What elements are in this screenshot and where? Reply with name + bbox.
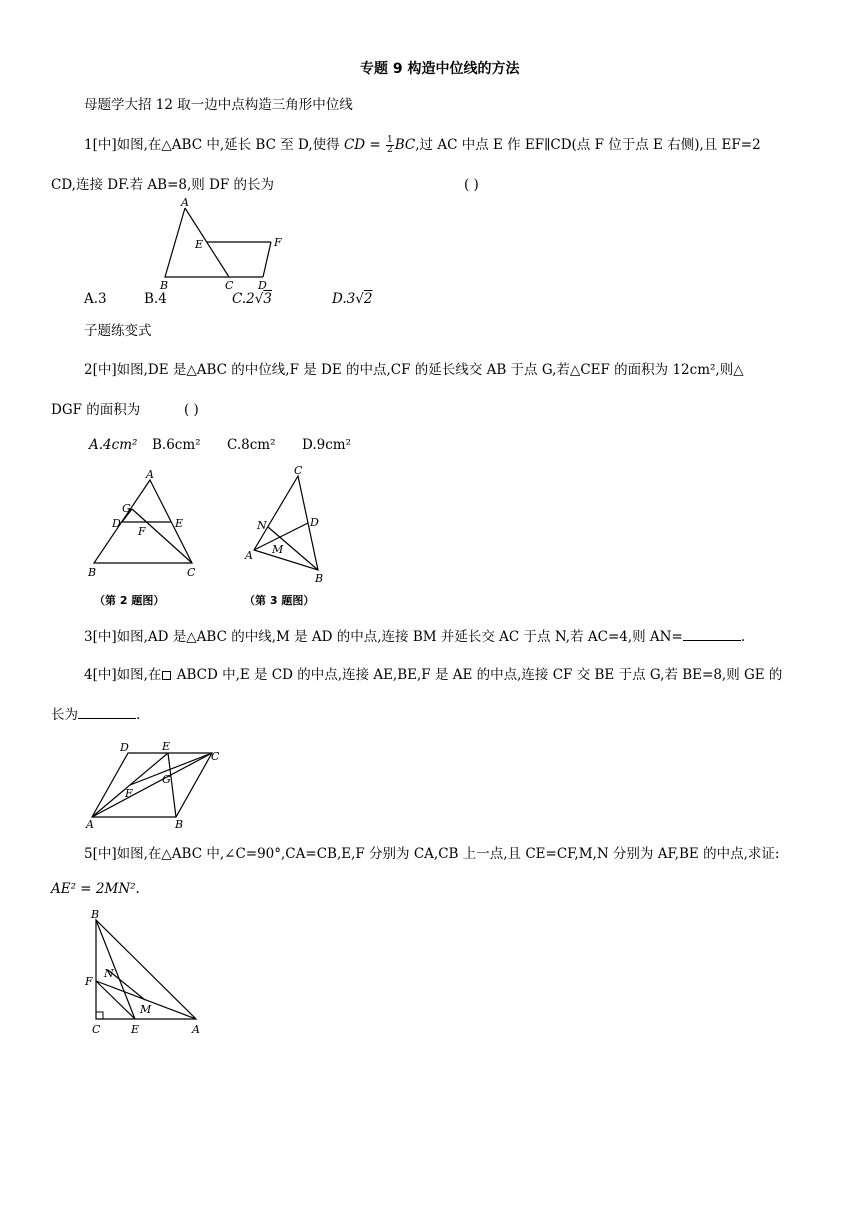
page-title: 专题 9 构造中位线的方法 [360,61,520,77]
q1-frac-den: 2 [387,145,393,155]
q5-label-b: B [91,908,100,921]
q3-line [84,628,745,646]
q1-option-b: B.4 [144,291,167,307]
q2-figure [80,466,210,612]
q1-line2: CD,连接 DF.若 AB=8,则 DF 的长为 [51,177,275,193]
q4-label-e: E [162,740,171,753]
q1-label-a: A [181,196,189,209]
q2-label-f: F [138,525,146,538]
q4-label-c: C [211,750,220,763]
q2-answer-paren: ( ) [184,402,199,418]
q5-label-f: F [85,975,93,988]
q5-label-e: E [131,1023,140,1036]
q1-math-cd: CD = [343,137,385,153]
q1-option-c-pre: C.2 [232,291,255,307]
q4-line2 [51,706,140,724]
q3-figure-caption: （第 3 题图） [244,594,315,607]
q1-label-e: E [195,238,204,251]
q1-label-b: B [160,279,169,292]
q3-label-b: B [315,572,324,585]
q3-label-n: N [257,519,267,532]
q4-figure [82,736,232,832]
q2-option-b: B.6cm² [152,437,201,453]
section-heading-2: 子题练变式 [84,323,152,339]
q5-label-n: N [104,967,114,980]
q4-text: ABCD 中,E 是 CD 的中点,连接 AE,BE,F 是 AE 的中点,连接 CF 交 BE 于点 G,若 BE=8,则 GE 的 [172,667,783,683]
q2-option-d: D.9cm² [302,437,351,453]
q2-label-b: B [88,566,97,579]
q3-end: . [740,629,746,645]
q1-option-c: C.2√3 [232,291,272,307]
q2-figure-caption: （第 2 题图） [94,594,165,607]
q2-label-c: C [187,566,196,579]
q2-line2: DGF 的面积为 [51,402,141,418]
q1-label-d: D [258,279,267,292]
q1-fraction [386,136,394,155]
q1-option-d-pre: D.3 [332,291,356,307]
q3-label-d: D [310,516,319,529]
q3-text: 3[中]如图,AD 是△ABC 的中线,M 是 AD 的中点,连接 BM 并延长交 AC 于点 N,若 AC=4,则 AN= [84,629,683,645]
q5-fig-right-angle [96,1012,103,1019]
q1-label-c: C [225,279,234,292]
q4-label-d: D [120,741,129,754]
q4-label-b: B [175,818,184,831]
q1-line1 [84,136,761,155]
q5-line1: 5[中]如图,在△ABC 中,∠C=90°,CA=CB,E,F 分别为 CA,CB 上一点,且 CE=CF,M,N 分别为 AF,BE 的中点,求证: [84,846,780,862]
q3-answer-blank[interactable] [683,628,741,641]
q5-line2: AE² = 2MN². [51,881,140,897]
q3-label-c: C [294,464,303,477]
q3-figure [238,460,358,612]
q1-option-c-radicand: 3 [263,291,272,307]
q4-text-2: 长为 [51,707,78,723]
q2-option-c: C.8cm² [227,437,276,453]
q4-answer-blank[interactable] [78,706,136,719]
q4-label-f: F [125,787,133,800]
q4-end: . [136,707,141,723]
q2-label-a: A [146,468,154,481]
q1-answer-paren: ( ) [464,177,479,193]
q1-label-f: F [274,236,282,249]
q4-line1 [84,666,782,684]
q5-figure [80,902,210,1040]
q1-option-a: A.3 [84,291,107,307]
q4-label-g: G [162,773,171,786]
q1-frac-num: 1 [387,135,393,145]
q1-option-d: D.3√2 [332,291,373,307]
q2-label-e: E [175,517,184,530]
q5-fig-be [96,920,135,1019]
q1-fig-fd [263,242,271,277]
q5-label-a: A [192,1023,200,1036]
q1-text-post: ,过 AC 中点 E 作 EF∥CD(点 F 位于点 E 右侧),且 EF=2 [415,137,761,153]
q4-text-pre: 4[中]如图,在 [84,667,162,683]
q2-label-g: G [122,502,131,515]
q5-label-m: M [140,1003,152,1016]
q2-option-a: A.4cm² [89,437,138,453]
parallelogram-icon [162,671,171,680]
q2-label-d: D [112,517,121,530]
q4-label-a: A [86,818,94,831]
q1-math-bc: BC [394,137,416,153]
section-heading: 母题学大招 12 取一边中点构造三角形中位线 [84,97,353,113]
q5-label-c: C [92,1023,101,1036]
q3-label-m: M [272,543,284,556]
q1-text-pre: 1[中]如图,在△ABC 中,延长 BC 至 D,使得 [84,137,340,153]
q1-option-d-radicand: 2 [363,291,373,307]
q3-label-a: A [245,549,253,562]
q2-line1: 2[中]如图,DE 是△ABC 的中位线,F 是 DE 的中点,CF 的延长线交 AB 于点 G,若△CEF 的面积为 12cm²,则△ [84,362,744,378]
q1-figure [150,196,300,294]
